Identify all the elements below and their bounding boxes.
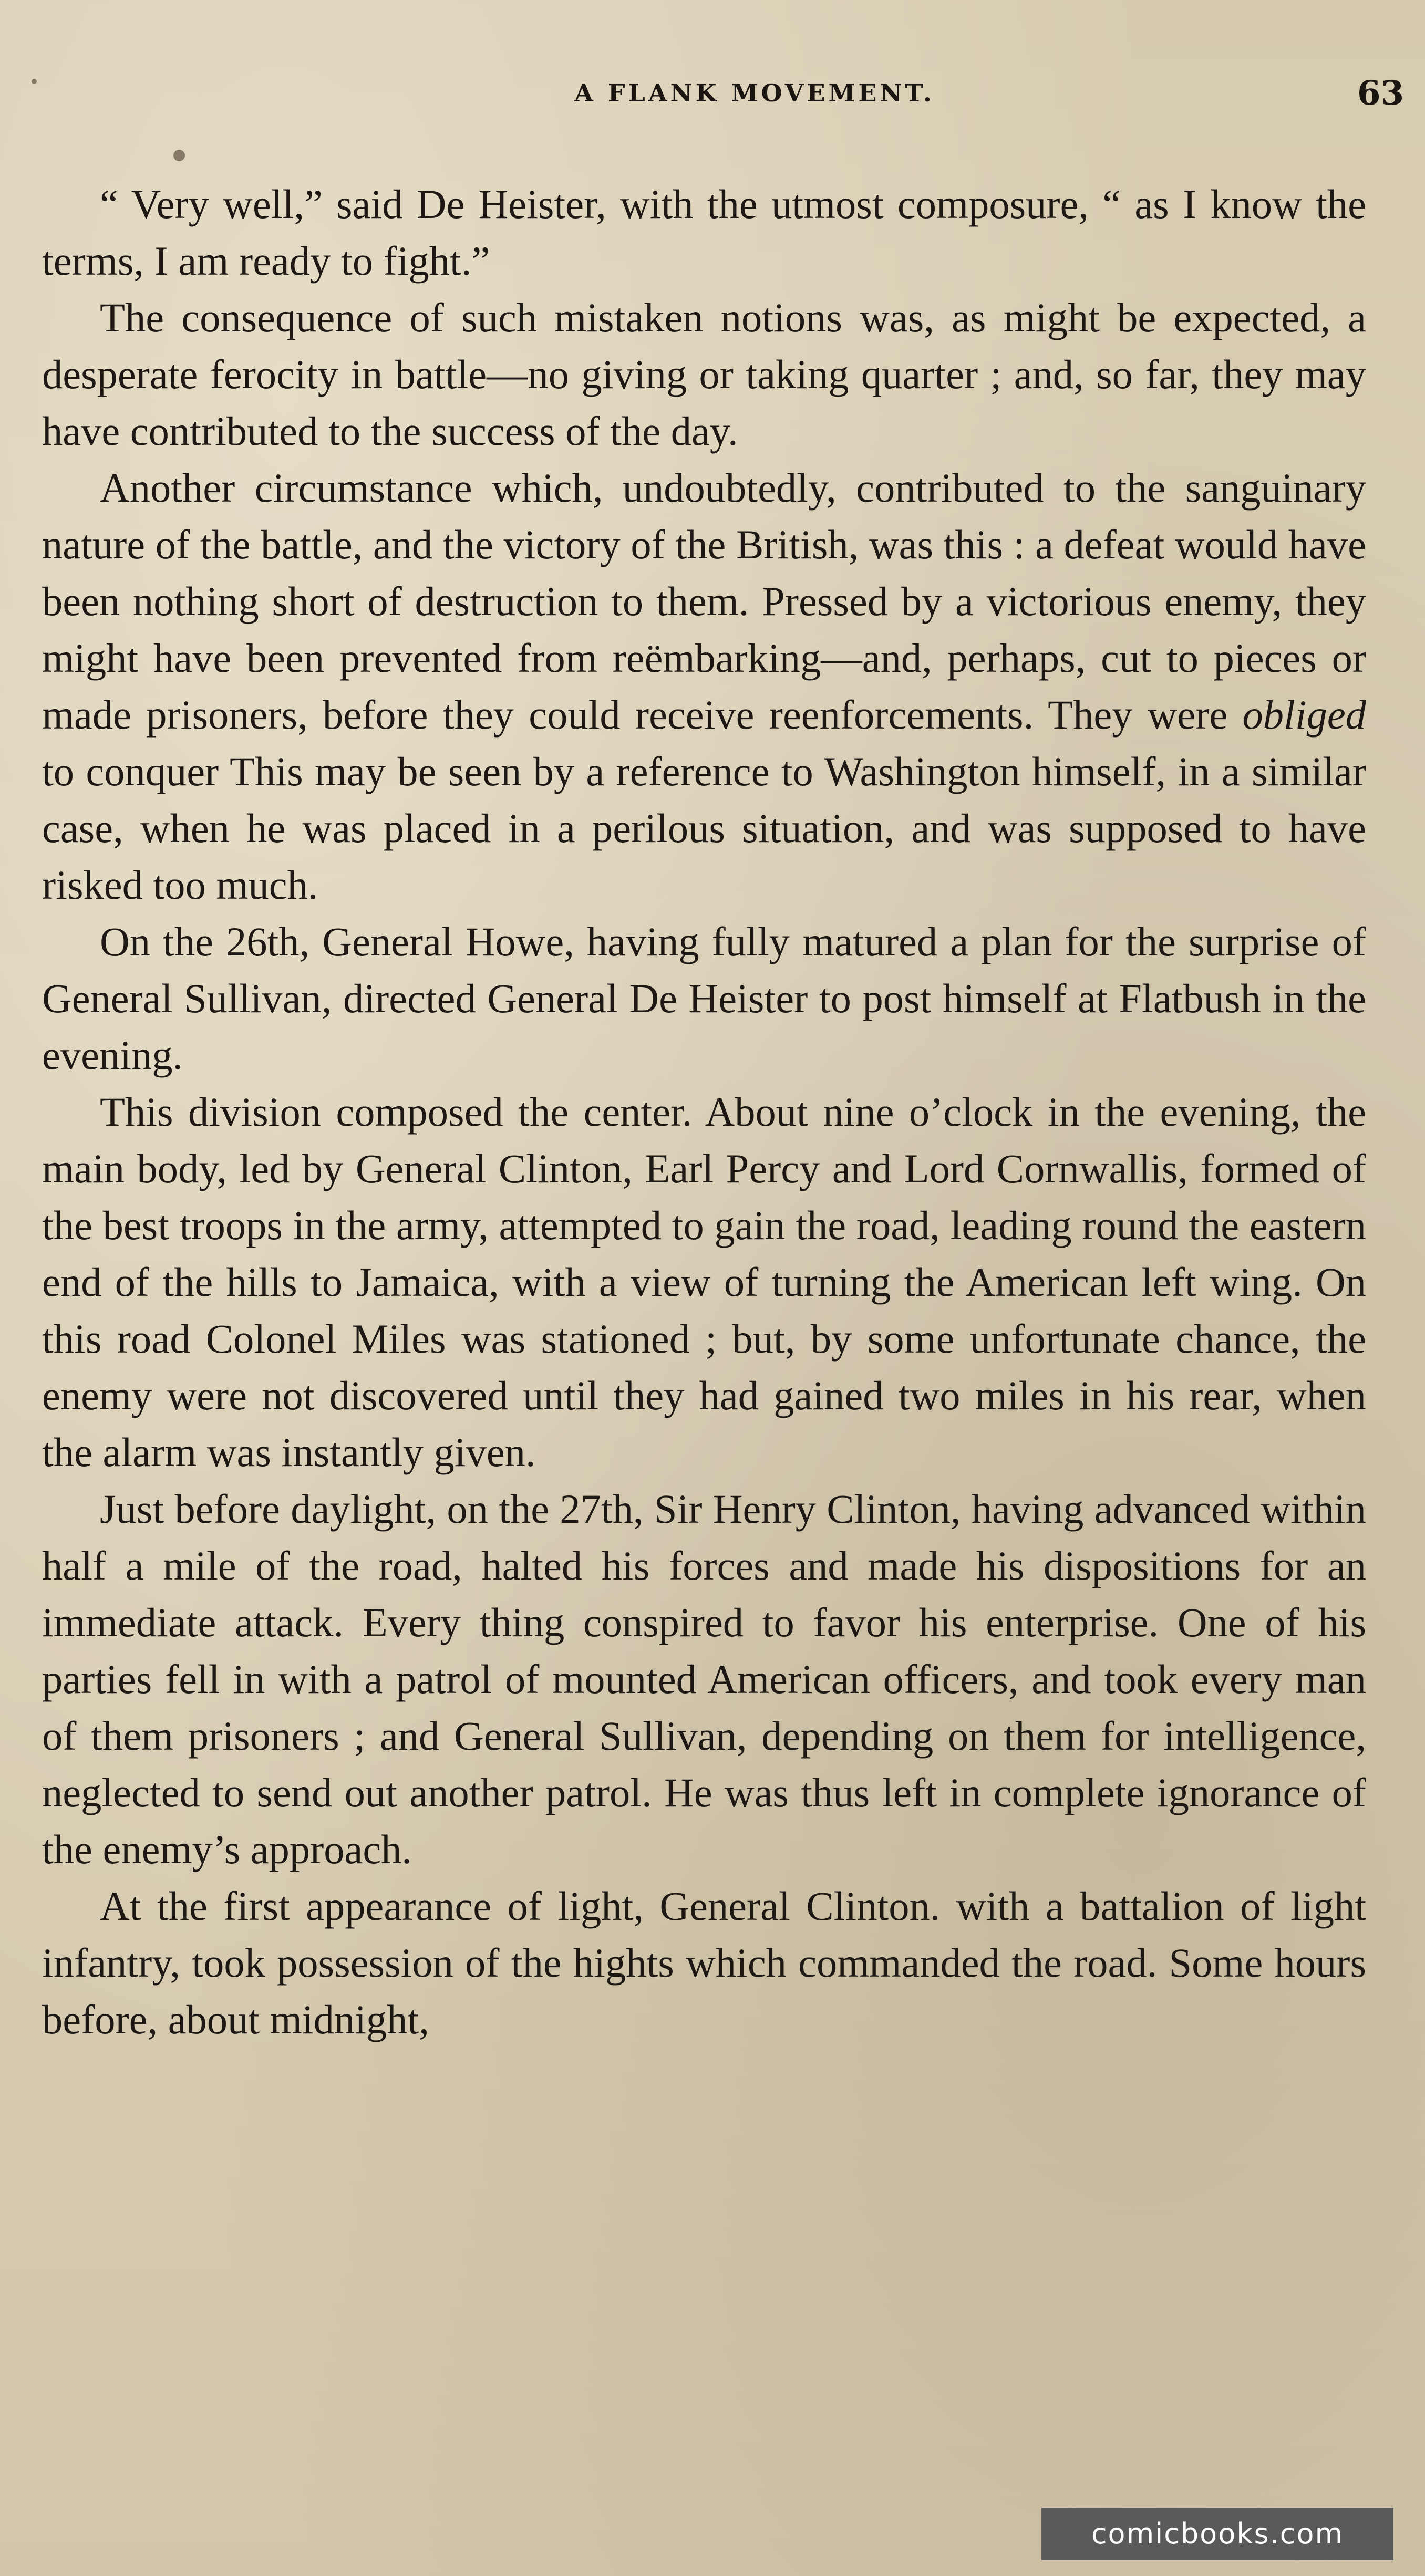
running-head [0, 74, 1425, 121]
paragraph: On the 26th, General Howe, having fully matured a plan for the surprise of General Sullivan, directed General De Heister to post himself at Flatbush in the evening. [42, 919, 1366, 1078]
paragraph: Just before daylight, on the 27th, Sir Henry Clinton, having advanced within half a mile of the road, halted his forces and made his dispositions for an immediate attack. Every thing conspired to favor his enterprise. One of his parties fell in with a patrol of mounted American officers, and took every man of them prisoners ; and General Sullivan, depending on them for intelligence, neglected to send out another patrol. He was thus left in complete ignorance of the enemy’s approach. [42, 1486, 1366, 1872]
body-text [42, 176, 1366, 2048]
paragraph-text: to conquer This may be seen by a reference to Washington himself, in a similar case, when he was placed in a perilous situation, and was supposed to have risked too much. [42, 749, 1366, 908]
paragraph [42, 460, 1366, 913]
page-number: 63 [1357, 74, 1404, 113]
running-title: A FLANK MOVEMENT. [574, 79, 935, 107]
paragraph-text: Another circumstance which, undoubtedly, contributed to the sanguinary nature of the battle, and the victory of the British, was this : a defeat would have been nothing short of destruction to them. Pressed by a victorious enemy, they might have been prevented from reëmbarking—and, perhaps, cut to pieces or made prisoners, before they could receive reenforcements. They were [42, 465, 1366, 738]
emphasis-text: obliged [1242, 692, 1366, 738]
paragraph: This division composed the center. About nine o’clock in the evening, the main body, led by General Clinton, Earl Percy and Lord Cornwallis, formed of the best troops in the army, attempted to gain the road, leading round the eastern end of the hills to Jamaica, with a view of turning the American left wing. On this road Colonel Miles was stationed ; but, by some unfortunate chance, the enemy were not discovered until they had gained two miles in his rear, when the alarm was instantly given. [42, 1089, 1366, 1475]
paragraph: The consequence of such mistaken notions was, as might be expected, a desperate ferocity in battle—no giving or taking quarter ; and, so far, they may have contributed to the success of the day. [42, 295, 1366, 454]
ink-speck [173, 150, 185, 161]
paragraph: “ Very well,” said De Heister, with the utmost composure, “ as I know the terms, I am ready to fight.” [42, 181, 1366, 284]
paragraph: At the first appearance of light, General Clinton. with a battalion of light infantry, took possession of the hights which commanded the road. Some hours before, about midnight, [42, 1883, 1366, 2042]
site-watermark: comicbooks.com [1041, 2508, 1393, 2560]
